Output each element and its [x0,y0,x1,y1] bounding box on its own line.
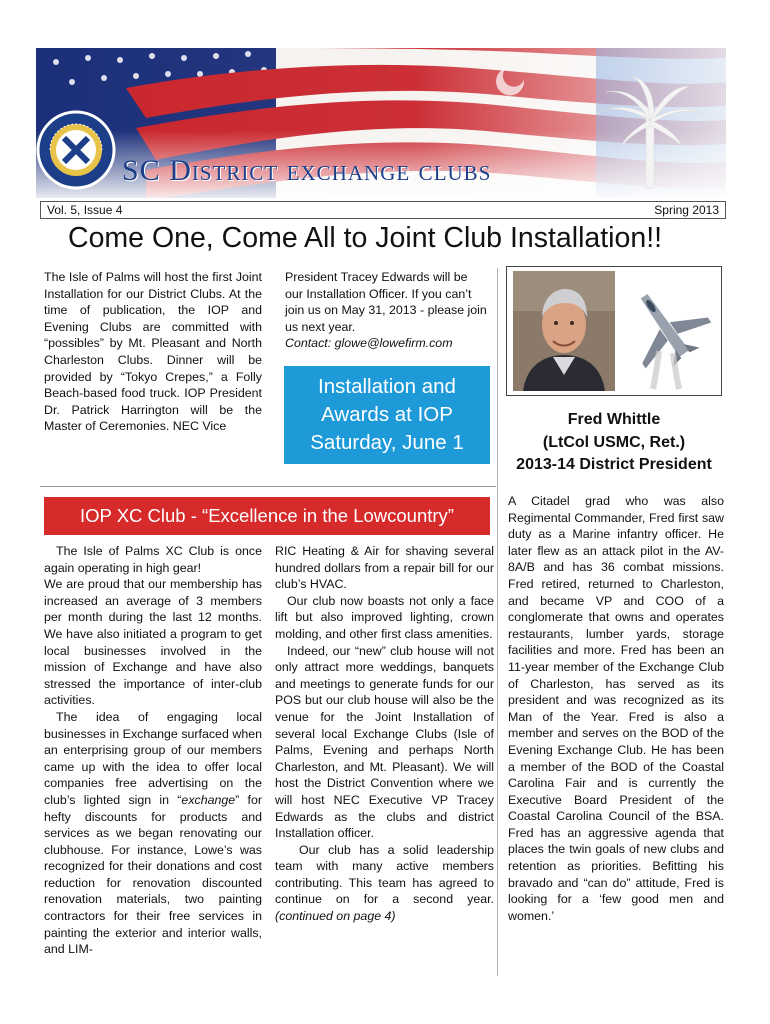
iop-col2-paragraph-2: Our club now boasts not only a face lift but also improved lighting, crown molding, and other first class amenities. [275,593,494,641]
callout-line-2: Awards at IOP [321,403,453,426]
iop-article-col1 [44,543,262,958]
headline-text: Come One, Come All to Joint Club Installation!! [68,222,663,254]
callout-line-1: Installation and [318,375,456,398]
continued-note: (continued on page 4) [275,909,396,924]
iop-paragraph-3-start: The idea of engaging local businesses in Exchange surfaced when an enterprising group of our members came up with the idea to offer local companies free advertising on the club’s lighted sign in “ [44,709,262,807]
harrier-jet-image [617,271,717,391]
president-photo-frame [506,266,722,396]
iop-col2-paragraph-1: RIC Heating & Air for shaving several hundred dollars from a repair bill for our club’s HVAC. [275,544,494,592]
installation-contact: Contact: glowe@lowefirm.com [285,336,453,351]
iop-paragraph-3-end: ” for hefty discounts for products and services as we began renovating our clubhouse. For instance, Lowe’s was recognized for their donations and cost reduction for renovation discounted renovation materials, two painting contractors for their free services in painting the exterior and interior walls, and LIM- [44,792,262,957]
president-bio [508,493,724,924]
president-portrait-image [513,271,615,391]
callout-line-3: Saturday, June 1 [310,431,464,454]
iop-col2-paragraph-4 [275,842,494,925]
president-name: Fred Whittle [567,411,661,428]
iop-paragraph-1: The Isle of Palms XC Club is once again operating in high gear! [44,544,262,575]
installation-paragraph-2: President Tracey Edwards will be our Installation Officer. If you can’t join us on May 31, 2013 - please join us next year. [285,270,487,334]
installation-article-col2 [285,269,487,352]
installation-callout-box [284,366,490,464]
issue-season: Spring 2013 [654,203,719,217]
volume-issue: Vol. 5, Issue 4 [47,203,123,217]
president-title: 2013-14 District President [516,456,712,473]
installation-paragraph-1: The Isle of Palms will host the first Joint Installation for our District Clubs. At the time of publication, the IOP and Evening Clubs are committed with “possibles” by Mt. Pleasant and North Charleston Clubs. Dinner will be provided by “Tokyo Crepes,” a Folly Beach-based food truck. IOP President Dr. Patrick Harrington will be the Master of Ceremonies. NEC Vice [44,270,262,434]
president-rank: (LtCol USMC, Ret.) [542,433,686,451]
section-divider [40,486,496,487]
iop-article-col2 [275,543,494,925]
iop-section-heading: IOP XC Club - “Excellence in the Lowcountry” [44,497,490,535]
issue-bar [40,201,726,219]
installation-article-col1 [44,269,262,435]
exchange-club-seal-logo [38,112,114,188]
exchange-emphasis: exchange [181,792,236,807]
president-bio-text: A Citadel grad who was also Regimental Commander, Fred first saw duty as a Marine infantry officer. He later flew as an attack pilot in the AV-8A/B and has 36 combat missions. Fred retired, returned to Charleston, and became VP and COO of a conglomerate that owns and operates restaurants, lumber yards, storage facilities and more. Fred has been an 11-year member of the Exchange Club of Charleston, has served as its president and was recognized as its Man of the Year. Fred is also a member and serves on the BOD of the Evening Exchange Club. He has been a member of the BOD of the Coastal Carolina Fair and is currently the Executive Board President of the Coastal Carolina Council of the BSA. Fred has an aggressive agenda that places the twin goals of new clubs and retention as priorities. Befitting his bravado and “can do” attitude, Fred is looking for a ‘few good men and women.’ [508,494,724,923]
iop-col2-paragraph-4-text: Our club has a solid leadership team with many active members contributing. This team has agreed to continue on for a second year. [275,842,494,907]
column-divider [497,268,498,976]
president-caption [506,409,722,477]
iop-col2-paragraph-3: Indeed, our “new” club house will not only attract more weddings, banquets and meetings to generate funds for our POS but our club house will also be the venue for the Joint Installation of several local Exchange Clubs (Isle of Palms, Evening and perhaps North Charleston, and Mt. Pleasant). We will host the District Convention where we will host NEC Executive VP Tracey Edwards as the clubs and district Installation officer. [275,643,494,841]
masthead-title: SC District exchange clubs [122,154,492,187]
iop-paragraph-3 [44,709,262,958]
iop-paragraph-2: We are proud that our membership has increased an average of 3 members per month during the last 12 months. We have also initiated a program to get local businesses involved in the mission of Exchange and have also stressed the importance of inter-club activities. [44,577,262,708]
